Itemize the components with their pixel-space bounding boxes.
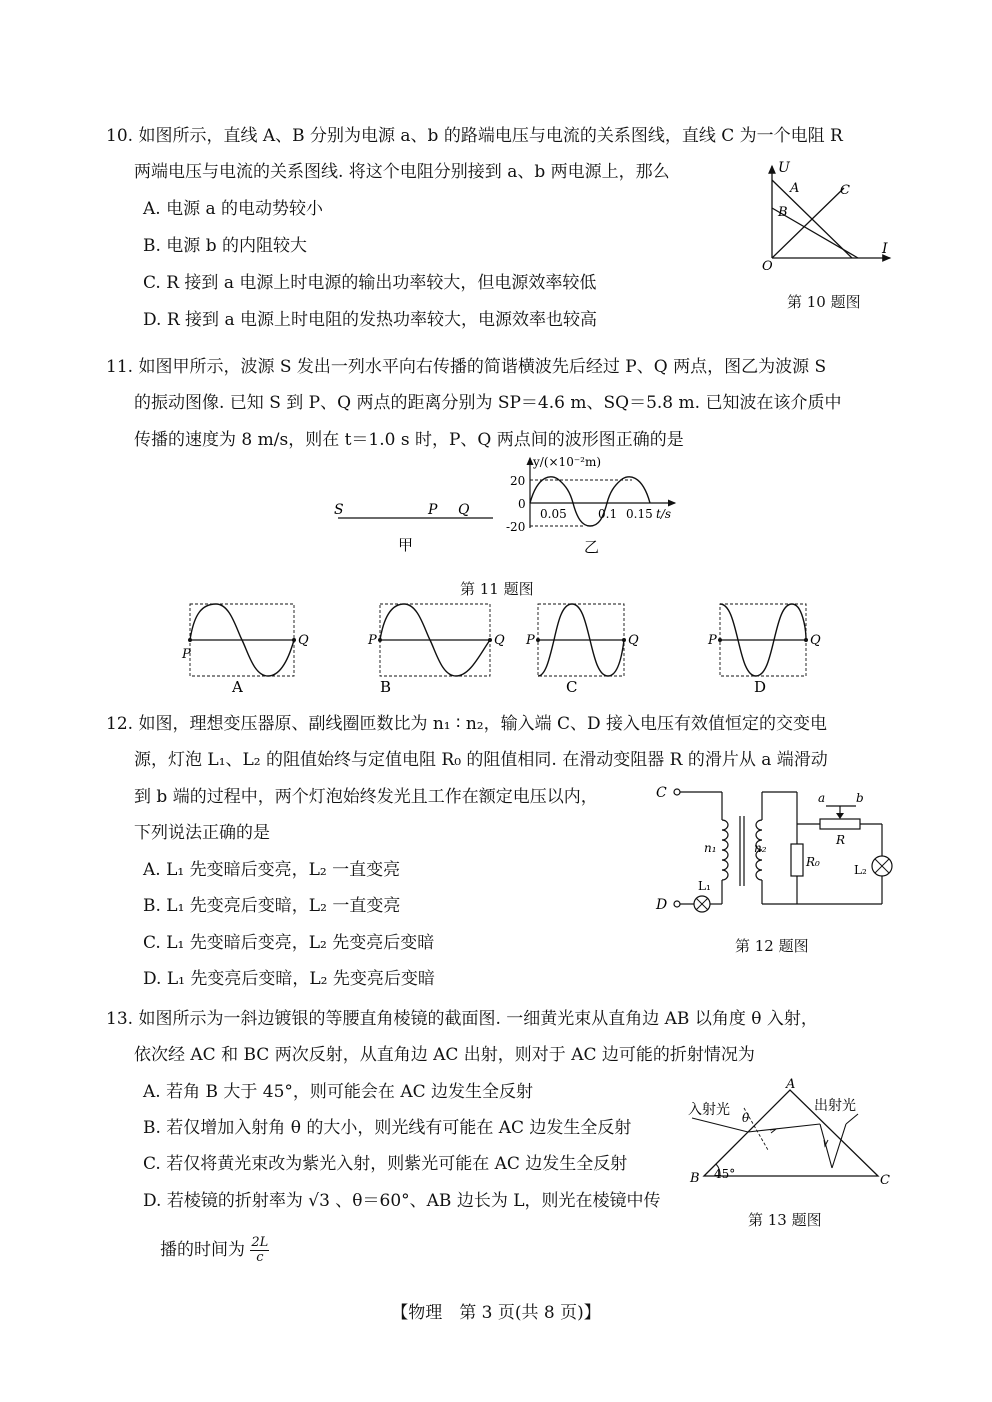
q10-option-b: B. 电源 b 的内阻较大 bbox=[143, 236, 307, 256]
q10-label-u: U bbox=[778, 160, 790, 176]
q12-figure-caption: 第 12 题图 bbox=[735, 937, 809, 955]
q11-fig-jia bbox=[328, 498, 508, 558]
q12-label-r0: R₀ bbox=[806, 855, 820, 869]
q11-c-q: Q bbox=[628, 633, 639, 648]
q13-option-c: C. 若仅将黄光束改为紫光入射，则紫光可能在 AC 边发生全反射 bbox=[143, 1154, 628, 1174]
q11-c-label: C bbox=[566, 678, 578, 696]
q10-stem-line1: 10. 如图所示，直线 A、B 分别为电源 a、b 的路端电压与电流的关系图线，直线 C 为一个电阻 R bbox=[106, 126, 843, 146]
q11-jia-s: S bbox=[334, 502, 344, 518]
q11-yi-ylabel: y/(×10⁻²m) bbox=[533, 455, 602, 469]
q13-label-45: 45° bbox=[714, 1167, 736, 1181]
q11-d-q: Q bbox=[810, 633, 821, 648]
q12-label-r: R bbox=[836, 833, 846, 847]
q12-option-a: A. L₁ 先变暗后变亮，L₂ 一直变亮 bbox=[143, 860, 401, 880]
q10-option-a: A. 电源 a 的电动势较小 bbox=[143, 199, 324, 219]
q13-option-d: D. 若棱镜的折射率为 √3 、θ＝60°、AB 边长为 L，则光在棱镜中传 bbox=[143, 1191, 661, 1211]
q10-figure-caption: 第 10 题图 bbox=[787, 293, 861, 311]
q13-option-a: A. 若角 B 大于 45°，则可能会在 AC 边发生全反射 bbox=[143, 1082, 534, 1102]
q11-yi-t005: 0.05 bbox=[540, 507, 567, 521]
q12-label-a: a bbox=[818, 791, 826, 805]
q11-yi-label: 乙 bbox=[584, 538, 600, 556]
q11-yi-tlabel: t/s bbox=[656, 507, 672, 521]
q11-stem-line1: 11. 如图甲所示，波源 S 发出一列水平向右传播的简谐横波先后经过 P、Q 两点，图乙为波源 S bbox=[106, 357, 827, 377]
q11-b-p: P bbox=[368, 633, 377, 648]
q11-d-p: P bbox=[708, 633, 717, 648]
q13-stem-line2: 依次经 AC 和 BC 两次反射，从直角边 AC 出射，则对于 AC 边可能的折射情况为 bbox=[134, 1045, 755, 1065]
q12-label-l2: L₂ bbox=[854, 863, 867, 877]
q12-stem-line2: 源，灯泡 L₁、L₂ 的阻值始终与定值电阻 R₀ 的阻值相同. 在滑动变阻器 R 的滑片从 a 端滑动 bbox=[134, 750, 828, 770]
q11-yi-ym20: -20 bbox=[506, 520, 526, 534]
q10-label-b: B bbox=[778, 205, 788, 220]
q10-option-c: C. R 接到 a 电源上时电源的输出功率较大，但电源效率较低 bbox=[143, 273, 597, 293]
q11-choice-c bbox=[522, 598, 652, 698]
q10-stem-line2: 两端电压与电流的关系图线. 将这个电阻分别接到 a、b 两电源上，那么 bbox=[134, 162, 670, 182]
q11-a-q: Q bbox=[298, 633, 309, 648]
q10-label-i: I bbox=[882, 241, 888, 257]
q11-yi-t015: 0.15 bbox=[626, 507, 653, 521]
q11-yi-y20: 20 bbox=[510, 474, 526, 488]
q13-label-incident: 入射光 bbox=[688, 1102, 730, 1118]
q11-choice-d bbox=[704, 598, 834, 698]
q12-stem-line3: 到 b 端的过程中，两个灯泡始终发光且工作在额定电压以内， bbox=[134, 787, 598, 807]
q13-stem-line1: 13. 如图所示为一斜边镀银的等腰直角棱镜的截面图. 一细黄光束从直角边 AB 以角度 θ 入射， bbox=[106, 1009, 818, 1029]
q11-choice-a bbox=[180, 598, 310, 698]
q11-jia-label: 甲 bbox=[398, 536, 414, 554]
q13-figure-caption: 第 13 题图 bbox=[748, 1211, 822, 1229]
q13-option-b: B. 若仅增加入射角 θ 的大小，则光线有可能在 AC 边发生全反射 bbox=[143, 1118, 632, 1138]
q12-label-l1: L₁ bbox=[698, 879, 711, 893]
q11-yi-t01: 0.1 bbox=[598, 507, 618, 521]
q13-label-a: A bbox=[786, 1077, 796, 1092]
q13-option-d-cont-text: 播的时间为 bbox=[160, 1240, 245, 1260]
q13-label-c: C bbox=[880, 1173, 890, 1188]
q11-b-q: Q bbox=[494, 633, 505, 648]
q10-option-d: D. R 接到 a 电源上时电阻的发热功率较大，电源效率也较高 bbox=[143, 310, 597, 330]
q11-stem-line2: 的振动图像. 已知 S 到 P、Q 两点的距离分别为 SP＝4.6 m、SQ＝5.8 m. 已知波在该介质中 bbox=[134, 393, 842, 413]
q12-option-c: C. L₁ 先变暗后变亮，L₂ 先变亮后变暗 bbox=[143, 933, 435, 953]
q12-label-c: C bbox=[656, 785, 667, 801]
q12-label-n2: n₂ bbox=[754, 841, 767, 855]
q11-jia-q: Q bbox=[458, 502, 470, 518]
q11-c-p: P bbox=[526, 633, 535, 648]
q12-label-d: D bbox=[656, 897, 668, 913]
q13-frac-den: c bbox=[256, 1250, 264, 1265]
q10-label-c: C bbox=[840, 183, 850, 198]
q12-label-n1: n₁ bbox=[704, 841, 717, 855]
q13-prism bbox=[682, 1078, 892, 1188]
q11-b-label: B bbox=[380, 678, 392, 696]
q11-choice-b bbox=[368, 598, 508, 698]
q12-label-b: b bbox=[856, 791, 864, 805]
q11-yi-y0: 0 bbox=[518, 497, 526, 511]
q10-label-o: O bbox=[762, 259, 773, 274]
q11-a-label: A bbox=[232, 678, 243, 696]
page-footer: 【物理 第 3 页(共 8 页)】 bbox=[391, 1303, 601, 1323]
q12-circuit bbox=[652, 780, 902, 920]
q10-label-a: A bbox=[790, 181, 800, 196]
q11-figure-caption: 第 11 题图 bbox=[460, 580, 534, 598]
q13-fraction bbox=[250, 1236, 269, 1265]
q13-label-b: B bbox=[690, 1171, 700, 1186]
q11-a-p: P bbox=[182, 647, 191, 662]
q13-option-d-cont bbox=[160, 1236, 269, 1265]
q12-stem-line4: 下列说法正确的是 bbox=[134, 823, 270, 843]
q11-d-label: D bbox=[754, 678, 767, 696]
q12-option-b: B. L₁ 先变亮后变暗，L₂ 一直变亮 bbox=[143, 896, 401, 916]
q11-fig-yi bbox=[500, 452, 690, 562]
q13-frac-num: 2L bbox=[251, 1235, 269, 1250]
q12-stem-line1: 12. 如图，理想变压器原、副线圈匝数比为 n₁ ∶ n₂，输入端 C、D 接入电压有效值恒定的交变电 bbox=[106, 714, 828, 734]
q13-label-theta: θ bbox=[742, 1111, 750, 1125]
q13-label-outgoing: 出射光 bbox=[814, 1098, 856, 1114]
q11-jia-p: P bbox=[428, 502, 438, 518]
q12-option-d: D. L₁ 先变亮后变暗，L₂ 先变亮后变暗 bbox=[143, 969, 435, 989]
q10-ui-graph bbox=[760, 160, 900, 274]
q11-stem-line3: 传播的速度为 8 m/s，则在 t＝1.0 s 时，P、Q 两点间的波形图正确的是 bbox=[134, 430, 684, 450]
